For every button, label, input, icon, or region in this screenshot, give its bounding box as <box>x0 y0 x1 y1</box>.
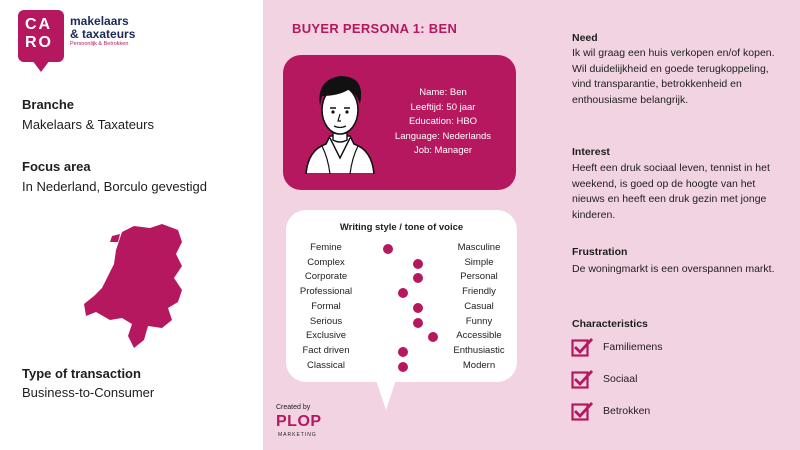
interest-text: Heeft een druk sociaal leven, tennist in het weekend, is goed op de hoogte van het nieuws en heeft een druk gezin met jonge kinderen. <box>572 162 770 221</box>
tone-level-dot <box>413 259 423 269</box>
tone-level-dot <box>398 347 408 357</box>
profile-details <box>384 86 502 159</box>
tone-level-dot <box>383 244 393 254</box>
profile-education: Education: HBO <box>408 116 478 127</box>
logo-line-2: & taxateurs <box>70 27 136 41</box>
tone-right-label: Funny <box>465 315 493 327</box>
man-portrait-icon <box>300 66 380 174</box>
tone-level-dot <box>413 303 423 313</box>
checkbox-checked-icon <box>571 401 593 421</box>
tone-left-label: Corporate <box>304 271 348 283</box>
tone-right-label: Modern <box>462 359 496 371</box>
tone-row <box>286 316 517 330</box>
profile-language: Language: Nederlands <box>394 130 492 142</box>
tone-level-dot <box>413 318 423 328</box>
characteristic-3: Betrokken <box>603 405 651 417</box>
tone-left-label: Professional <box>299 286 353 298</box>
need-label: Need <box>572 32 598 44</box>
tone-level-dot <box>398 362 408 372</box>
tone-level-dot <box>428 332 438 342</box>
created-by-label: Created by <box>276 404 311 411</box>
tone-row <box>286 242 517 256</box>
tone-row <box>286 330 517 344</box>
logo-line-1: makelaars <box>70 14 129 28</box>
checkbox-checked-icon <box>571 337 593 357</box>
tone-left-label: Classical <box>306 359 345 371</box>
tone-right-label: Enthusiastic <box>453 344 505 356</box>
focus-area-value: In Nederland, Borculo gevestigd <box>22 179 208 194</box>
profile-name: Name: Ben <box>419 87 467 98</box>
tone-title: Writing style / tone of voice <box>339 222 464 233</box>
characteristic-2: Sociaal <box>603 373 638 385</box>
logo-tail <box>32 60 50 72</box>
netherlands-map-icon <box>82 220 192 350</box>
tone-left-label: Complex <box>307 256 345 268</box>
tone-level-dot <box>398 288 408 298</box>
tone-left-label: Serious <box>309 315 343 327</box>
tone-right-label: Simple <box>464 256 494 268</box>
frustration-text: De woningmarkt is een overspannen markt. <box>572 263 775 275</box>
tone-level-dot <box>413 273 423 283</box>
tone-row <box>286 360 517 374</box>
tone-left-label: Fact driven <box>302 344 350 356</box>
tone-right-label: Accessible <box>456 330 502 342</box>
branche-value: Makelaars & Taxateurs <box>22 117 154 132</box>
tone-row <box>286 271 517 285</box>
transaction-label: Type of transaction <box>22 366 141 381</box>
tone-card-tail <box>376 380 396 410</box>
plop-logo: PLOP <box>276 413 322 430</box>
plop-logo-sub: MARKETING <box>278 432 317 438</box>
tone-right-label: Masculine <box>457 242 501 253</box>
tone-right-label: Personal <box>460 271 498 283</box>
profile-job: Job: Manager <box>413 145 473 156</box>
characteristic-1: Familiemens <box>603 341 663 353</box>
tone-left-label: Formal <box>311 300 341 312</box>
tone-row <box>286 301 517 315</box>
tone-row <box>286 286 517 300</box>
tone-right-label: Friendly <box>462 286 496 298</box>
interest-label: Interest <box>572 146 610 158</box>
focus-area-label: Focus area <box>22 159 91 174</box>
frustration-label: Frustration <box>572 246 628 258</box>
page-title: BUYER PERSONA 1: BEN <box>292 21 458 36</box>
logo <box>18 10 64 70</box>
logo-mark <box>18 10 64 62</box>
need-text: Ik wil graag een huis verkopen en/of kopen. Wil duidelijkheid en goede terugkoppeling, vind transparantie, betrokkenheid en enthousiasme belangrijk. <box>572 47 775 106</box>
logo-letters-top: CA <box>25 16 53 33</box>
transaction-value: Business-to-Consumer <box>22 385 155 400</box>
tone-row <box>286 257 517 271</box>
tone-right-label: Casual <box>464 300 494 312</box>
branche-label: Branche <box>22 97 75 112</box>
logo-tagline: Persoonlijk & Betrokken <box>70 41 129 47</box>
profile-age: Leeftijd: 50 jaar <box>410 101 476 113</box>
checkbox-checked-icon <box>571 369 593 389</box>
characteristics-label: Characteristics <box>572 318 648 330</box>
logo-letters-bottom: RO <box>25 34 53 51</box>
tone-left-label: Exclusive <box>305 330 347 342</box>
tone-left-label: Femine <box>310 242 342 253</box>
tone-row <box>286 345 517 359</box>
